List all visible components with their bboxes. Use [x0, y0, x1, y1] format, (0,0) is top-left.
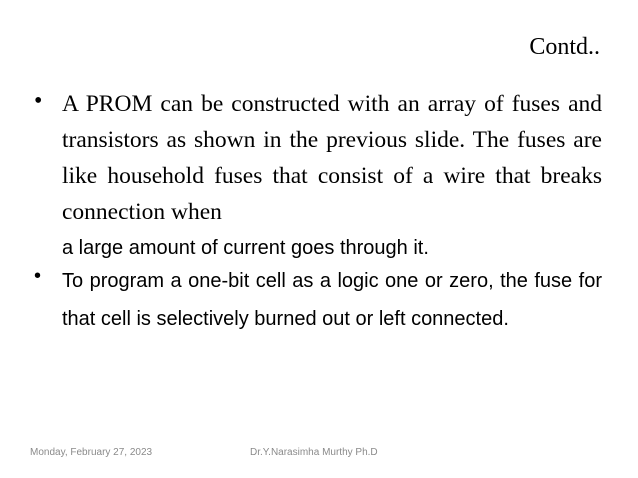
- footer-date: Monday, February 27, 2023: [30, 447, 153, 458]
- bullet-1-main-text: A PROM can be constructed with an array of fuses and transistors as shown in the previous slide. The fuses are like household fuses that consist of a wire that breaks connection when: [62, 91, 602, 225]
- bullet-marker: •: [34, 265, 42, 287]
- bullet-marker: •: [34, 88, 43, 114]
- bullet-text-2: To program a one-bit cell as a logic one or zero, the fuse for that cell is selectively burned out or left connected.: [62, 270, 602, 330]
- slide-title: Contd..: [529, 34, 600, 60]
- footer-author: Dr.Y.Narasimha Murthy Ph.D: [250, 447, 378, 458]
- bullet-1-tail-text: a large amount of current goes through it.: [62, 237, 429, 259]
- bullet-text-1: [62, 86, 602, 266]
